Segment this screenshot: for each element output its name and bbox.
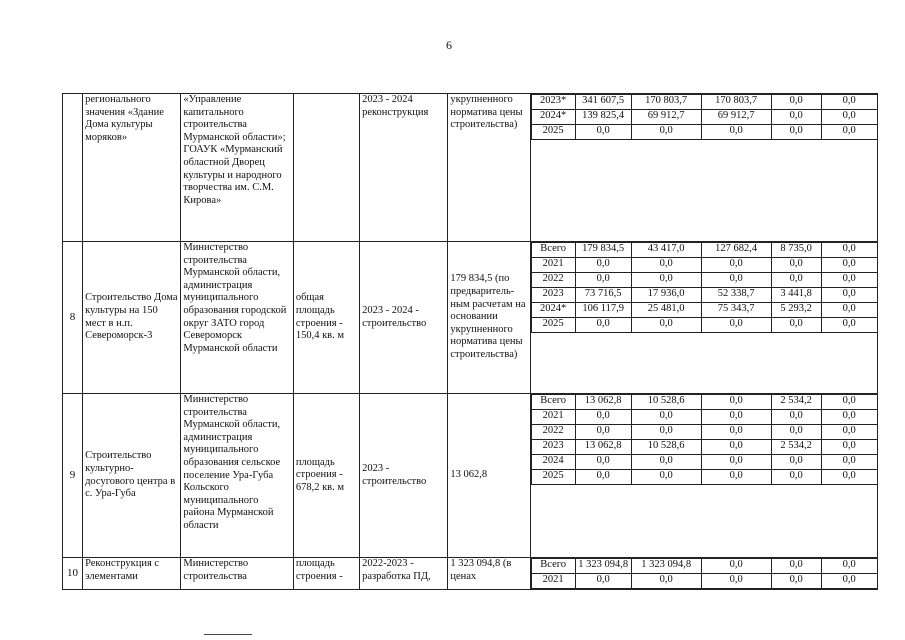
table-row	[63, 242, 878, 394]
amount-value: 0,0	[701, 425, 771, 440]
year-label: 2021	[531, 574, 575, 589]
amount-value: 0,0	[821, 559, 877, 574]
amount-value: 0,0	[821, 574, 877, 589]
footnote-divider	[204, 634, 252, 635]
year-label: 2022	[531, 425, 575, 440]
amount-value: 10 528,6	[631, 440, 701, 455]
period-cell: 2023 - 2024 - строительство	[360, 242, 448, 394]
year-row	[531, 455, 877, 470]
customer-cell: Министерство строительства Мурманской области, администрация муниципального образования сельское поселение Ура-Губа Кольского муниципального района Мурманской области	[181, 394, 293, 558]
investment-objects-table	[62, 93, 878, 590]
row-number: 10	[63, 558, 83, 590]
year-row	[531, 395, 877, 410]
object-name-cell: Строительство культурно-досугового центра в с. Ура-Губа	[83, 394, 181, 558]
amount-value: 0,0	[771, 470, 821, 485]
object-name-cell: Строительство Дома культуры на 150 мест в н.п. Североморск-3	[83, 242, 181, 394]
amount-value: 0,0	[821, 425, 877, 440]
amount-value: 0,0	[771, 273, 821, 288]
amount-value: 0,0	[821, 395, 877, 410]
year-row	[531, 125, 877, 140]
amount-value: 106 117,9	[575, 303, 631, 318]
amount-value: 0,0	[771, 125, 821, 140]
amount-value: 13 062,8	[575, 440, 631, 455]
amount-value: 0,0	[631, 455, 701, 470]
amount-value: 75 343,7	[701, 303, 771, 318]
amount-value: 43 417,0	[631, 243, 701, 258]
year-row	[531, 288, 877, 303]
amount-value: 8 735,0	[771, 243, 821, 258]
period-cell: 2023 - 2024 реконструкция	[360, 94, 448, 242]
amount-value: 0,0	[821, 243, 877, 258]
financing-by-year	[531, 394, 878, 485]
amount-value: 0,0	[821, 288, 877, 303]
row-number: 8	[63, 242, 83, 394]
amount-value: 10 528,6	[631, 395, 701, 410]
amount-value: 0,0	[821, 273, 877, 288]
year-label: Всего	[531, 395, 575, 410]
cost-cell: 13 062,8	[448, 394, 530, 558]
amount-value: 3 441,8	[771, 288, 821, 303]
amount-value: 0,0	[821, 258, 877, 273]
amount-value: 179 834,5	[575, 243, 631, 258]
capacity-cell: площадь строения -	[293, 558, 359, 590]
cost-cell: укрупненного норматива цены строительства)	[448, 94, 530, 242]
year-row	[531, 243, 877, 258]
row-number	[63, 94, 83, 242]
financing-cell	[530, 242, 877, 394]
amount-value: 0,0	[821, 440, 877, 455]
amount-value: 0,0	[771, 318, 821, 333]
object-name-cell: регионального значения «Здание Дома культуры моряков»	[83, 94, 181, 242]
financing-cell	[530, 394, 877, 558]
year-row	[531, 470, 877, 485]
year-label: 2023	[531, 288, 575, 303]
capacity-cell	[293, 94, 359, 242]
amount-value: 0,0	[771, 410, 821, 425]
amount-value: 2 534,2	[771, 440, 821, 455]
cost-cell: 179 834,5 (по предваритель-ным расчетам на основании укрупненного норматива цены строительства)	[448, 242, 530, 394]
year-row	[531, 318, 877, 333]
year-row	[531, 95, 877, 110]
amount-value: 17 936,0	[631, 288, 701, 303]
financing-cell	[530, 94, 877, 242]
amount-value: 0,0	[771, 95, 821, 110]
year-label: 2025	[531, 318, 575, 333]
customer-cell: Министерство строительства	[181, 558, 293, 590]
amount-value: 5 293,2	[771, 303, 821, 318]
customer-cell: Министерство строительства Мурманской области, администрация муниципального образования городской округ ЗАТО город Североморск Мурманской области	[181, 242, 293, 394]
amount-value: 0,0	[575, 410, 631, 425]
amount-value: 0,0	[821, 303, 877, 318]
amount-value: 13 062,8	[575, 395, 631, 410]
amount-value: 2 534,2	[771, 395, 821, 410]
amount-value: 0,0	[701, 455, 771, 470]
year-label: 2022	[531, 273, 575, 288]
object-name-cell: Реконструкция с элементами	[83, 558, 181, 590]
amount-value: 0,0	[575, 258, 631, 273]
amount-value: 0,0	[631, 425, 701, 440]
amount-value: 0,0	[771, 574, 821, 589]
amount-value: 0,0	[575, 318, 631, 333]
year-row	[531, 574, 877, 589]
amount-value: 0,0	[771, 559, 821, 574]
amount-value: 0,0	[701, 125, 771, 140]
year-label: 2024*	[531, 110, 575, 125]
amount-value: 0,0	[821, 470, 877, 485]
row-number: 9	[63, 394, 83, 558]
amount-value: 0,0	[631, 273, 701, 288]
year-label: 2023*	[531, 95, 575, 110]
amount-value: 170 803,7	[701, 95, 771, 110]
amount-value: 0,0	[701, 574, 771, 589]
table-row	[63, 394, 878, 558]
financing-by-year	[531, 558, 878, 589]
customer-cell: «Управление капитального строительства Мурманской области»; ГОАУК «Мурманский областной Дворец культуры и народного творчества им. С.М. Кирова»	[181, 94, 293, 242]
year-label: Всего	[531, 243, 575, 258]
year-row	[531, 273, 877, 288]
year-row	[531, 110, 877, 125]
financing-cell	[530, 558, 877, 590]
amount-value: 0,0	[771, 425, 821, 440]
amount-value: 0,0	[575, 574, 631, 589]
amount-value: 0,0	[821, 125, 877, 140]
amount-value: 0,0	[701, 318, 771, 333]
amount-value: 0,0	[701, 395, 771, 410]
year-label: 2024	[531, 455, 575, 470]
amount-value: 0,0	[575, 455, 631, 470]
page-number: 6	[446, 38, 452, 52]
amount-value: 0,0	[771, 258, 821, 273]
year-row	[531, 425, 877, 440]
amount-value: 0,0	[575, 470, 631, 485]
amount-value: 0,0	[821, 318, 877, 333]
amount-value: 0,0	[701, 470, 771, 485]
amount-value: 0,0	[821, 455, 877, 470]
amount-value: 0,0	[631, 318, 701, 333]
amount-value: 341 607,5	[575, 95, 631, 110]
year-row	[531, 559, 877, 574]
period-cell: 2023 - строительство	[360, 394, 448, 558]
amount-value: 1 323 094,8	[631, 559, 701, 574]
amount-value: 0,0	[575, 273, 631, 288]
amount-value: 0,0	[631, 470, 701, 485]
year-label: 2023	[531, 440, 575, 455]
amount-value: 0,0	[821, 110, 877, 125]
amount-value: 73 716,5	[575, 288, 631, 303]
amount-value: 170 803,7	[631, 95, 701, 110]
capacity-cell: площадь строения - 678,2 кв. м	[293, 394, 359, 558]
year-row	[531, 258, 877, 273]
table-row	[63, 94, 878, 242]
year-label: 2021	[531, 258, 575, 273]
year-label: 2025	[531, 470, 575, 485]
table-row	[63, 558, 878, 590]
year-label: 2025	[531, 125, 575, 140]
financing-by-year	[531, 242, 878, 333]
year-row	[531, 440, 877, 455]
financing-by-year	[531, 94, 878, 140]
year-label: 2021	[531, 410, 575, 425]
cost-cell: 1 323 094,8 (в ценах	[448, 558, 530, 590]
amount-value: 69 912,7	[631, 110, 701, 125]
amount-value: 1 323 094,8	[575, 559, 631, 574]
year-row	[531, 410, 877, 425]
amount-value: 0,0	[575, 125, 631, 140]
year-row	[531, 303, 877, 318]
amount-value: 0,0	[701, 273, 771, 288]
amount-value: 0,0	[701, 559, 771, 574]
amount-value: 0,0	[631, 258, 701, 273]
amount-value: 25 481,0	[631, 303, 701, 318]
amount-value: 0,0	[631, 125, 701, 140]
amount-value: 0,0	[631, 410, 701, 425]
amount-value: 52 338,7	[701, 288, 771, 303]
amount-value: 0,0	[821, 95, 877, 110]
amount-value: 127 682,4	[701, 243, 771, 258]
amount-value: 0,0	[821, 410, 877, 425]
capacity-cell: общая площадь строения - 150,4 кв. м	[293, 242, 359, 394]
amount-value: 0,0	[631, 574, 701, 589]
amount-value: 0,0	[701, 440, 771, 455]
amount-value: 0,0	[701, 258, 771, 273]
period-cell: 2022-2023 - разработка ПД,	[360, 558, 448, 590]
amount-value: 139 825,4	[575, 110, 631, 125]
amount-value: 0,0	[575, 425, 631, 440]
amount-value: 0,0	[701, 410, 771, 425]
year-label: 2024*	[531, 303, 575, 318]
amount-value: 69 912,7	[701, 110, 771, 125]
amount-value: 0,0	[771, 110, 821, 125]
year-label: Всего	[531, 559, 575, 574]
amount-value: 0,0	[771, 455, 821, 470]
